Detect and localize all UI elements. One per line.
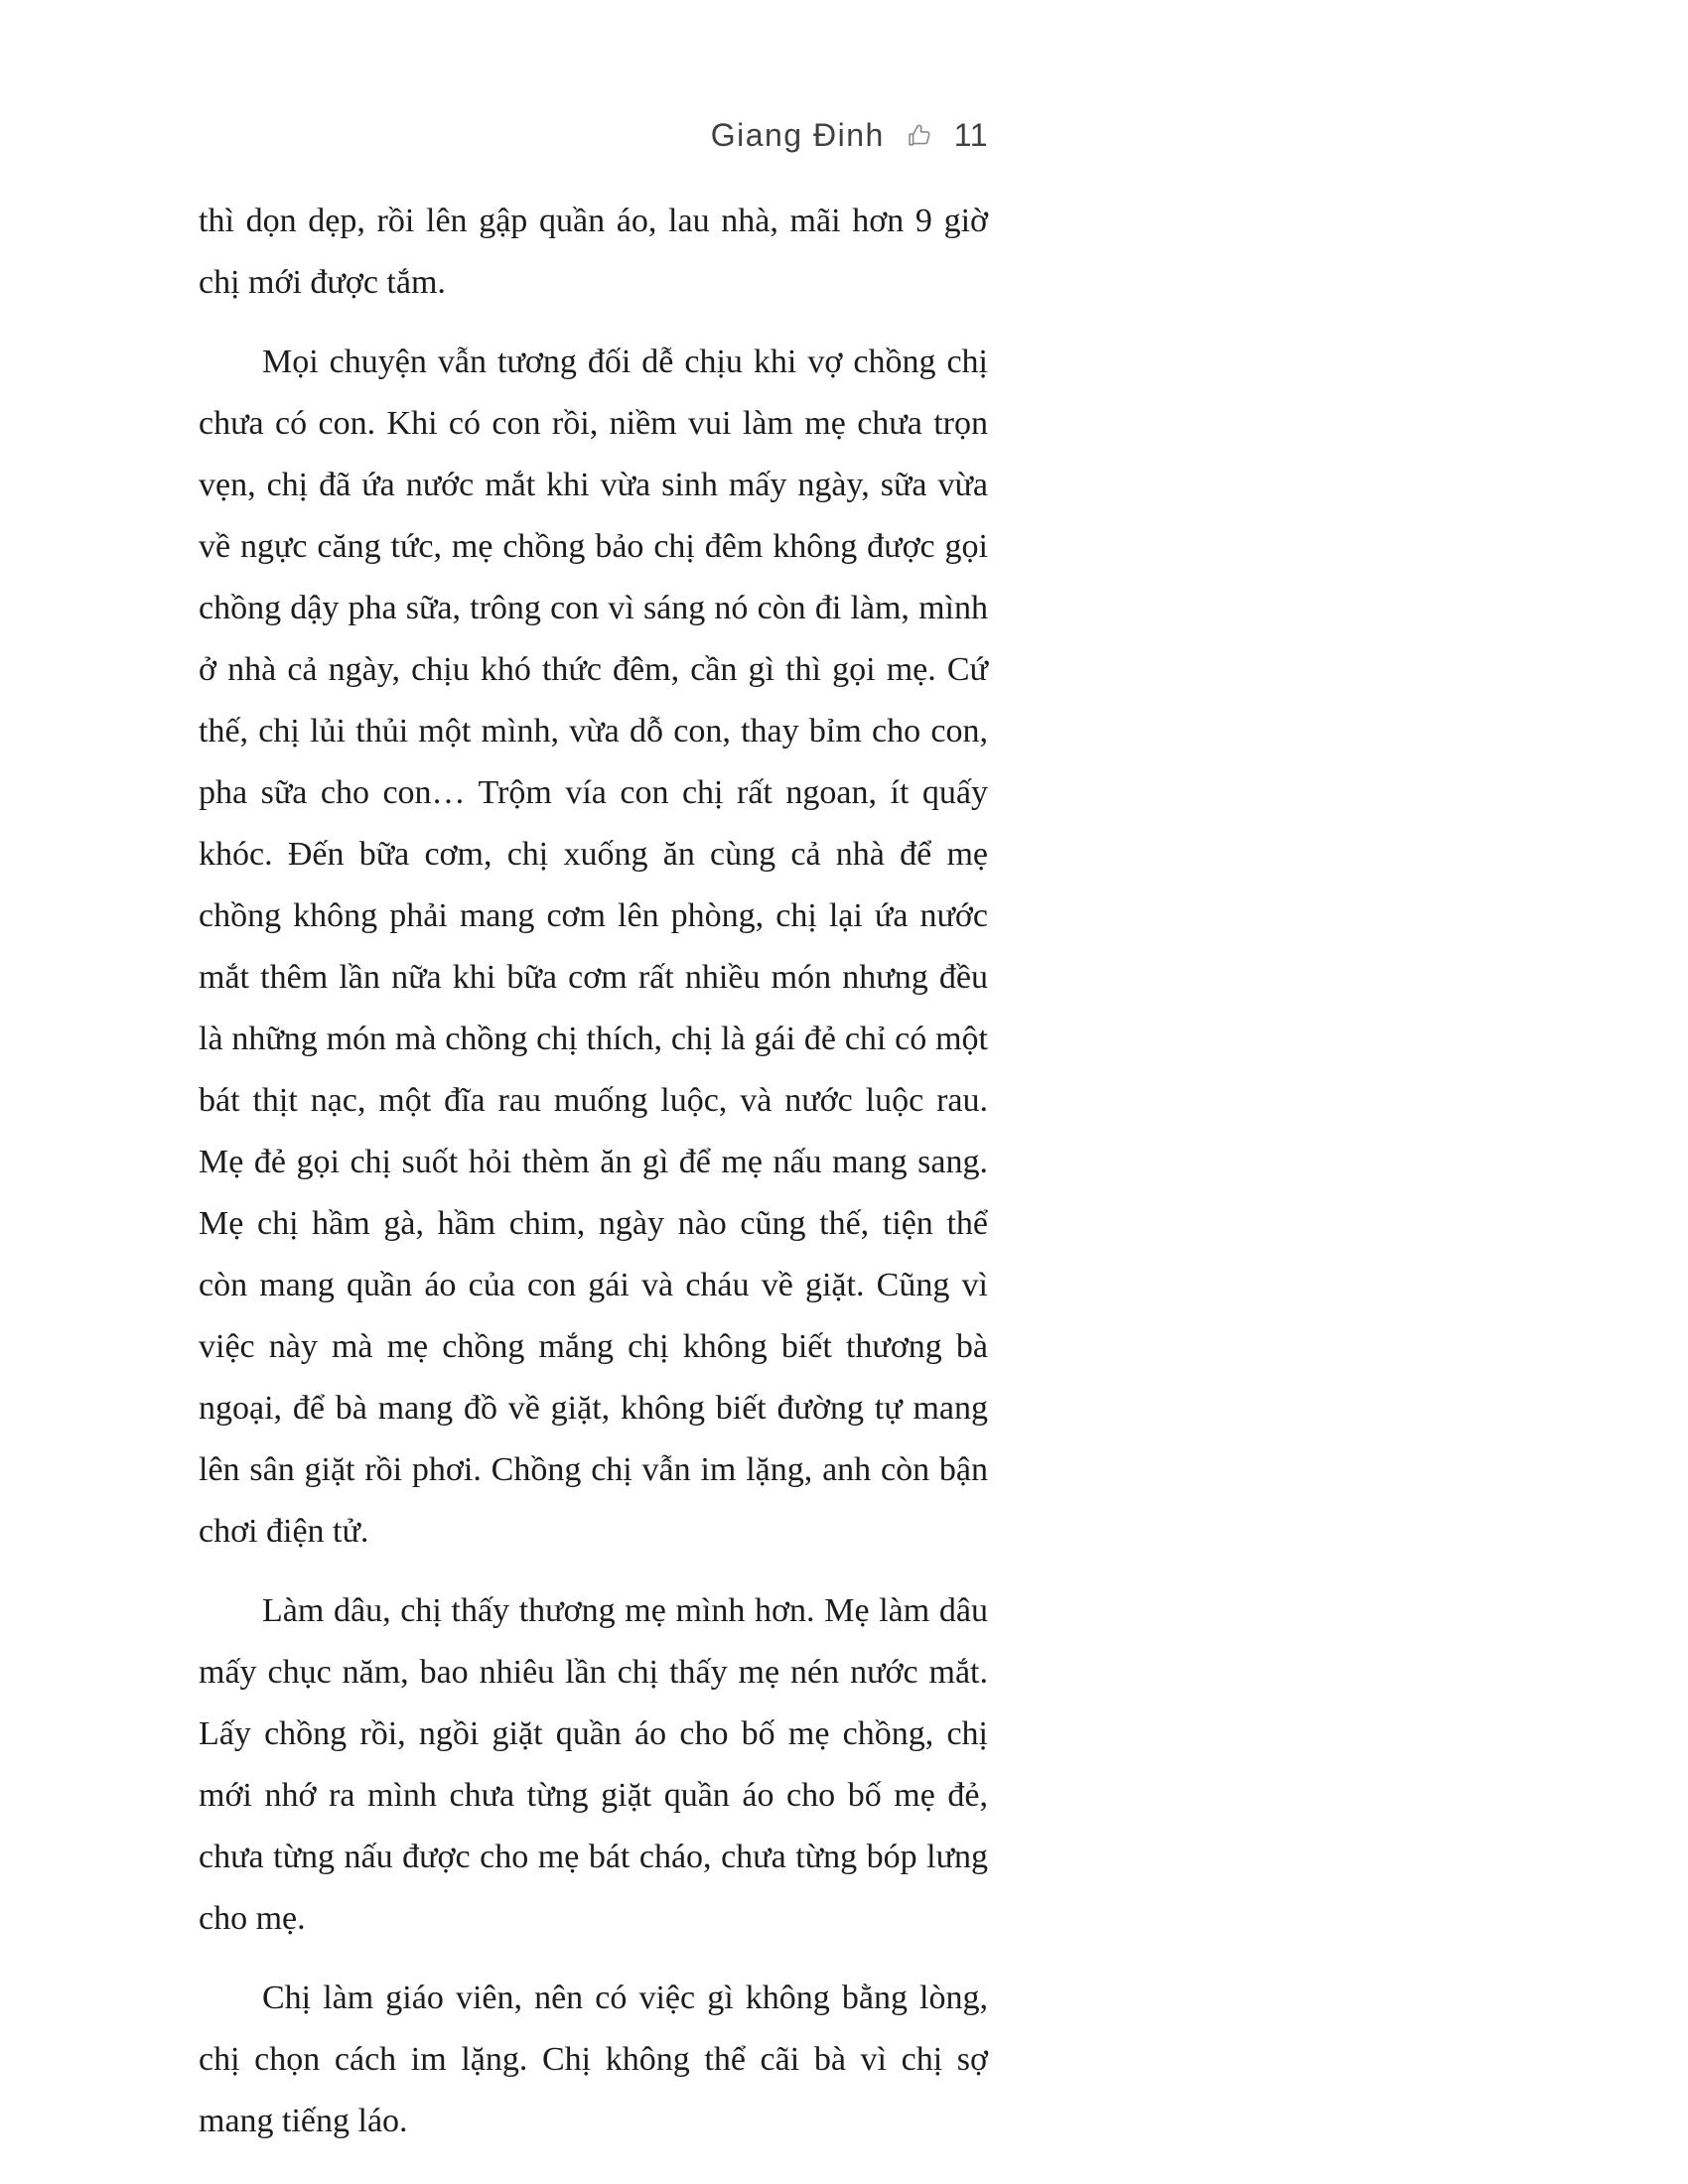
- paragraph: Làm dâu, chị thấy thương mẹ mình hơn. Mẹ làm dâu mấy chục năm, bao nhiêu lần chị thấy mẹ nén nước mắt. Lấy chồng rồi, ngồi giặt quần áo cho bố mẹ chồng, chị mới nhớ ra mình chưa từng giặt quần áo cho bố mẹ đẻ, chưa từng nấu được cho mẹ bát cháo, chưa từng bóp lưng cho mẹ.: [199, 1592, 988, 1937]
- paragraph: thì dọn dẹp, rồi lên gập quần áo, lau nhà, mãi hơn 9 giờ chị mới được tắm.: [199, 203, 988, 301]
- thumbs-up-icon: [905, 121, 934, 151]
- paragraph: Mọi chuyện vẫn tương đối dễ chịu khi vợ chồng chị chưa có con. Khi có con rồi, niềm vui làm mẹ chưa trọn vẹn, chị đã ứa nước mắt khi vừa sinh mấy ngày, sữa vừa về ngực căng tức, mẹ chồng bảo chị đêm không được gọi chồng dậy pha sữa, trông con vì sáng nó còn đi làm, mình ở nhà cả ngày, chịu khó thức đêm, cần gì thì gọi mẹ. Cứ thế, chị lủi thủi một mình, vừa dỗ con, thay bỉm cho con, pha sữa cho con… Trộm vía con chị rất ngoan, ít quấy khóc. Đến bữa cơm, chị xuống ăn cùng cả nhà để mẹ chồng không phải mang cơm lên phòng, chị lại ứa nước mắt thêm lần nữa khi bữa cơm rất nhiều món nhưng đều là những món mà chồng chị thích, chị là gái đẻ chỉ có một bát thịt nạc, một đĩa rau muống luộc, và nước luộc rau. Mẹ đẻ gọi chị suốt hỏi thèm ăn gì để mẹ nấu mang sang. Mẹ chị hầm gà, hầm chim, ngày nào cũng thế, tiện thể còn mang quần áo của con gái và cháu về giặt. Cũng vì việc này mà mẹ chồng mắng chị không biết thương bà ngoại, để bà mang đồ về giặt, không biết đường tự mang lên sân giặt rồi phơi. Chồng chị vẫn im lặng, anh còn bận chơi điện tử.: [199, 343, 988, 1550]
- running-header: [199, 117, 988, 154]
- paragraph: Chị làm giáo viên, nên có việc gì không bằng lòng, chị chọn cách im lặng. Chị không thể cãi bà vì chị sợ mang tiếng láo.: [199, 1979, 988, 2139]
- page-body: [199, 191, 988, 2152]
- page-number: 11: [953, 117, 988, 153]
- running-title: Giang Đinh: [710, 117, 885, 153]
